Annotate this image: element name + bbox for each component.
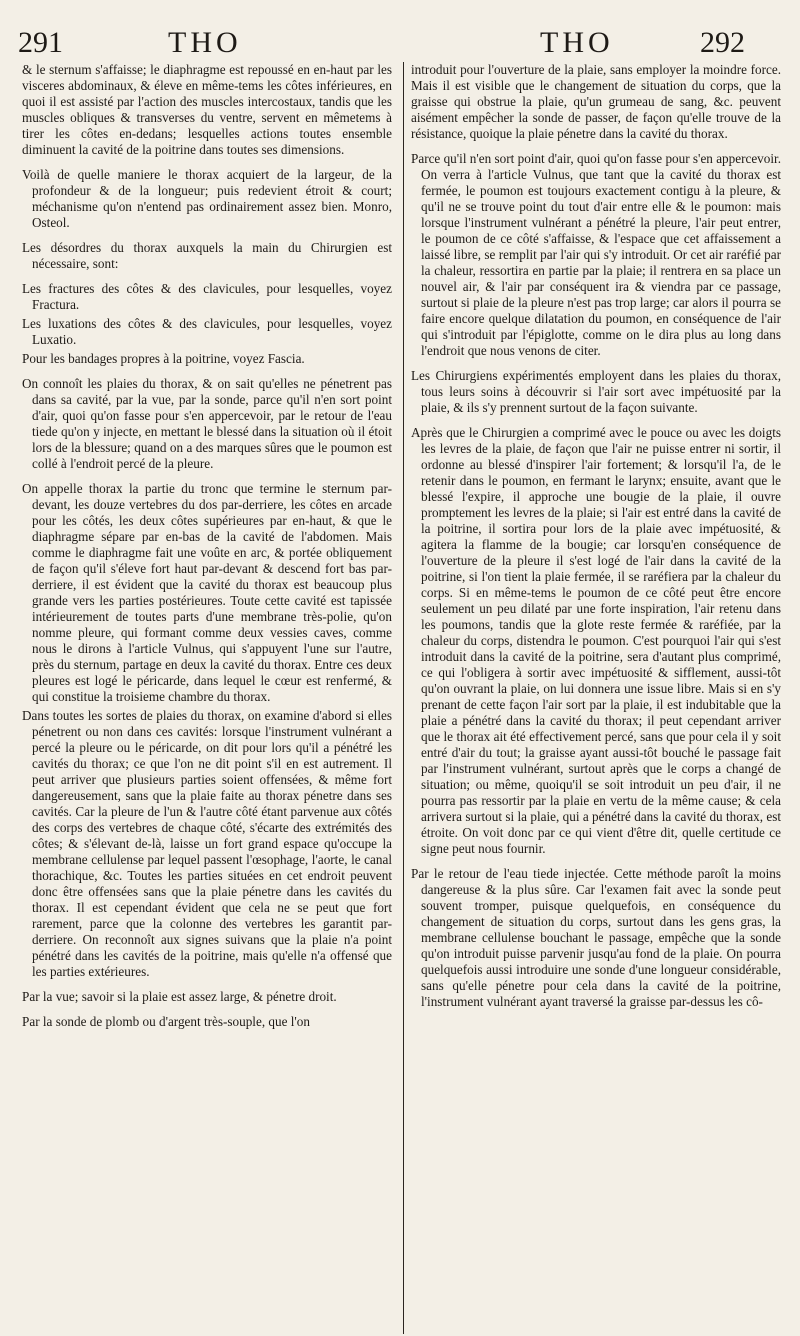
- running-header: [0, 0, 800, 62]
- paragraph: Dans toutes les sortes de plaies du thorax, on examine d'abord si elles pénetrent ou non dans ces cavités: lorsque l'instrument vulnérant a percé la pleure ou le péricarde, on dit pour lors qu'il a pénétré les cavités du thorax; ce que l'on ne dit point s'il en est autrement. Il peut arriver que plusieurs parties soient offensées, & même fort dangereusement, sans que la plaie faite au thorax pénetre dans ses cavités. Car la pleure de l'un & l'autre côté étant parvenue aux côtés des corps des vertebres de chaque côté, s'écarte des extrémités des côtes; & s'élevant de-là, laisse un fort grand espace qu'occupe la membrane cellulense par lequel passent l'œsophage, l'aorte, le canal thorachique, &c. Toutes les parties situées en cet endroit peuvent donc être offensées sans que la plaie pénetre dans les cavités du thorax. Il est cependant évident que cela ne se peut que fort rarement, parce que la colonne des vertebres les garantit par-derriere. On reconnoît aux signes suivans que la plaie n'a point pénétré dans les cavités de la poitrine, mais qu'elle n'a offensé que les parties extérieures.: [22, 708, 392, 979]
- page-number-left: 291: [18, 26, 63, 59]
- paragraph: On appelle thorax la partie du tronc que termine le sternum par-devant, les douze vertebres du dos par-derriere, les côtes en arcade pour les côtés, les deux côtes supérieures par en-haut, & que le diaphragme sépare par en-bas de la cavité de l'abdomen. Mais comme le diaphragme fait une voûte en arc, & portée obliquement de façon qu'il s'éleve fort haut par-devant & descend fort bas par-derriere, il est évident que la cavité du thorax est beaucoup plus grande vers les parties postérieures. Toute cette cavité est tapissée intérieurement de toutes parts d'une membrane très-polie, qu'on nomme pleure, qui formant comme deux vessies caves, comme nous le dirons à l'article Vulnus, qui s'appuyent l'une sur l'autre, près du sternum, partage en deux la cavité du thorax. Entre ces deux pleures est logé le péricarde, dans lequel le cœur est renfermé, & qui constitue la troisieme chambre du thorax.: [22, 481, 392, 704]
- paragraph: Les luxations des côtes & des clavicules, pour lesquelles, voyez Luxatio.: [22, 316, 392, 347]
- paragraph: Les désordres du thorax auxquels la main du Chirurgien est nécessaire, sont:: [22, 240, 392, 271]
- paragraph: Par le retour de l'eau tiede injectée. Cette méthode paroît la moins dangereuse & la plus sûre. Car l'examen fait avec la sonde peut souvent tromper, puisque quelquefois, en conséquence du changement de situation du corps, surtout dans les gens gras, la membrane cellulense bouchant le passage, empêche que la sonde qu'on introduit puisse parvenir jusqu'au fond de la plaie. On pourra quelquefois aussi introduire une sonde d'une longueur considérable, sans qu'elle pénetre pour cela dans la cavité de la poitrine, l'instrument vulnérant ayant traversé la graisse par-dessus les cô-: [411, 866, 781, 1009]
- page-number-right: 292: [700, 26, 745, 59]
- paragraph: introduit pour l'ouverture de la plaie, sans employer la moindre force. Mais il est visible que le changement de situation du corps, que la graisse qui obstrue la plaie, qu'un grumeau de sang, &c. peuvent aisément empêcher la sonde de passer, de façon qu'elle trouve de la résistance, quoique la plaie pénetre dans la cavité du thorax.: [411, 62, 781, 141]
- paragraph: Après que le Chirurgien a comprimé avec le pouce ou avec les doigts les levres de la plaie, de façon que l'air ne puisse entrer ni sortir, il ordonne au blessé d'inspirer l'air fortement; & lorsqu'il l'a, de le retenir dans le poumon, en fermant le larynx; ensuite, avant que le blessé l'expire, il approche une bougie de la plaie, il ouvre promptement les levres de la plaie; si l'air est entré dans la cavité de la poitrine, il sortira pour lors de la plaie avec impétuosité, & agitera la flamme de la bougie; car lorsqu'en conséquence de l'ouverture de la pleure il s'est logé de l'air dans la cavité de la poitrine, si l'on tient la plaie fermée, il se raréfiera par la chaleur du corps. Si en même-tems le poumon de ce côté peut être encore seulement un peu dilaté par une forte inspiration, l'air retenu dans les poumons, tandis que la glote reste fermée & raréfiée, par la chaleur du corps, distendra le poumon. C'est pourquoi l'air qui s'est introduit dans la cavité de la poitrine, sera d'autant plus comprimé, ce qui l'obligera à sortir avec impétuosité & sifflement, aussi-tôt qu'on ouvrant la plaie, on lui donnera une issue libre. Mais si en s'y prenant de cette façon l'air sort par la plaie, il est indubitable que la plaie a pénétré dans la cavité du thorax; il peut cependant arriver que le thorax ait été effectivement percé, sans que pour cela il y soit entré d'air du tout; la graisse ayant aussi-tôt bouché le passage fait par l'instrument vulnérant, surtout après que le corps a changé de situation; ou même, quoiqu'il se soit introduit un peu d'air, il ne pourra pas ressortir par la plaie en vertu de la même cause; & cela arrivera surtout si la plaie, qui a pénétré dans la cavité du thorax, est étroite. On voit donc par ce qui vient d'être dit, quelle certitude ce signe peut nous fournir.: [411, 425, 781, 856]
- paragraph: Parce qu'il n'en sort point d'air, quoi qu'on fasse pour s'en appercevoir. On verra à l'article Vulnus, que tant que la cavité du thorax est fermée, le poumon est toujours exactement contigu à la pleure, & qu'il ne se trouve point du tout d'air entre elle & le poumon: mais lorsque l'instrument vulnérant a pénétré la pleure, l'air peut entrer, le poumon de ce côté s'affaisse, & l'espace que cet affaissement a laissé libre, se remplit par l'air qui s'y introduit. Or cet air raréfié par la chaleur, ressortira en partie par la plaie; il rentrera en sa place un nouvel air, & l'air par conséquent ira & viendra par ce passage, surtout si plaie de la pleure n'est pas trop large; car alors il pourra se faire encore quelque dilatation du poumon, en conséquence de l'air qui s'introduit par l'épiglotte, comme on le dira plus au long dans l'endroit que nous venons de citer.: [411, 151, 781, 358]
- paragraph: Les fractures des côtes & des clavicules, pour lesquelles, voyez Fractura.: [22, 281, 392, 312]
- paragraph: Voilà de quelle maniere le thorax acquiert de la largeur, de la profondeur & de la longueur; puis redevient étroit & court; méchanisme qu'on n'entend pas ordinairement assez bien. Monro, Osteol.: [22, 167, 392, 230]
- right-column: [411, 62, 781, 1334]
- headword-right: THO: [540, 26, 614, 59]
- paragraph: On connoît les plaies du thorax, & on sait qu'elles ne pénetrent pas dans sa cavité, par la vue, par la sonde, parce qu'il n'en sort point d'air, quoi qu'on fasse pour s'en appercevoir, par le retour de l'eau tiede qu'on y injecte, en mettant le blessé dans la situation où il étoit lors de la blessure; quand on a des marques sûres que le poumon est collé à l'endroit percé de la pleure.: [22, 376, 392, 471]
- paragraph: & le sternum s'affaisse; le diaphragme est repoussé en en-haut par les visceres abdominaux, & éleve en même-tems les côtes inférieures, en quoi il est assisté par l'action des muscles intercostaux, tandis que les muscles obliques & transverses du ventre, servent en mêmetems à tirer les côtes en-dedans; lesquelles actions toutes ensemble diminuent la cavité de la poitrine dans toutes ses dimensions.: [22, 62, 392, 157]
- paragraph: Les Chirurgiens expérimentés employent dans les plaies du thorax, tous leurs soins à découvrir si l'air sort avec impétuosité par la plaie, & ils s'y prennent surtout de la façon suivante.: [411, 368, 781, 415]
- paragraph: Pour les bandages propres à la poitrine, voyez Fascia.: [22, 351, 305, 366]
- left-column: [22, 62, 392, 1334]
- paragraph: Par la sonde de plomb ou d'argent très-souple, que l'on: [22, 1014, 310, 1029]
- column-rule: [403, 62, 404, 1334]
- headword-left: THO: [168, 26, 242, 59]
- paragraph: Par la vue; savoir si la plaie est assez large, & pénetre droit.: [22, 989, 337, 1004]
